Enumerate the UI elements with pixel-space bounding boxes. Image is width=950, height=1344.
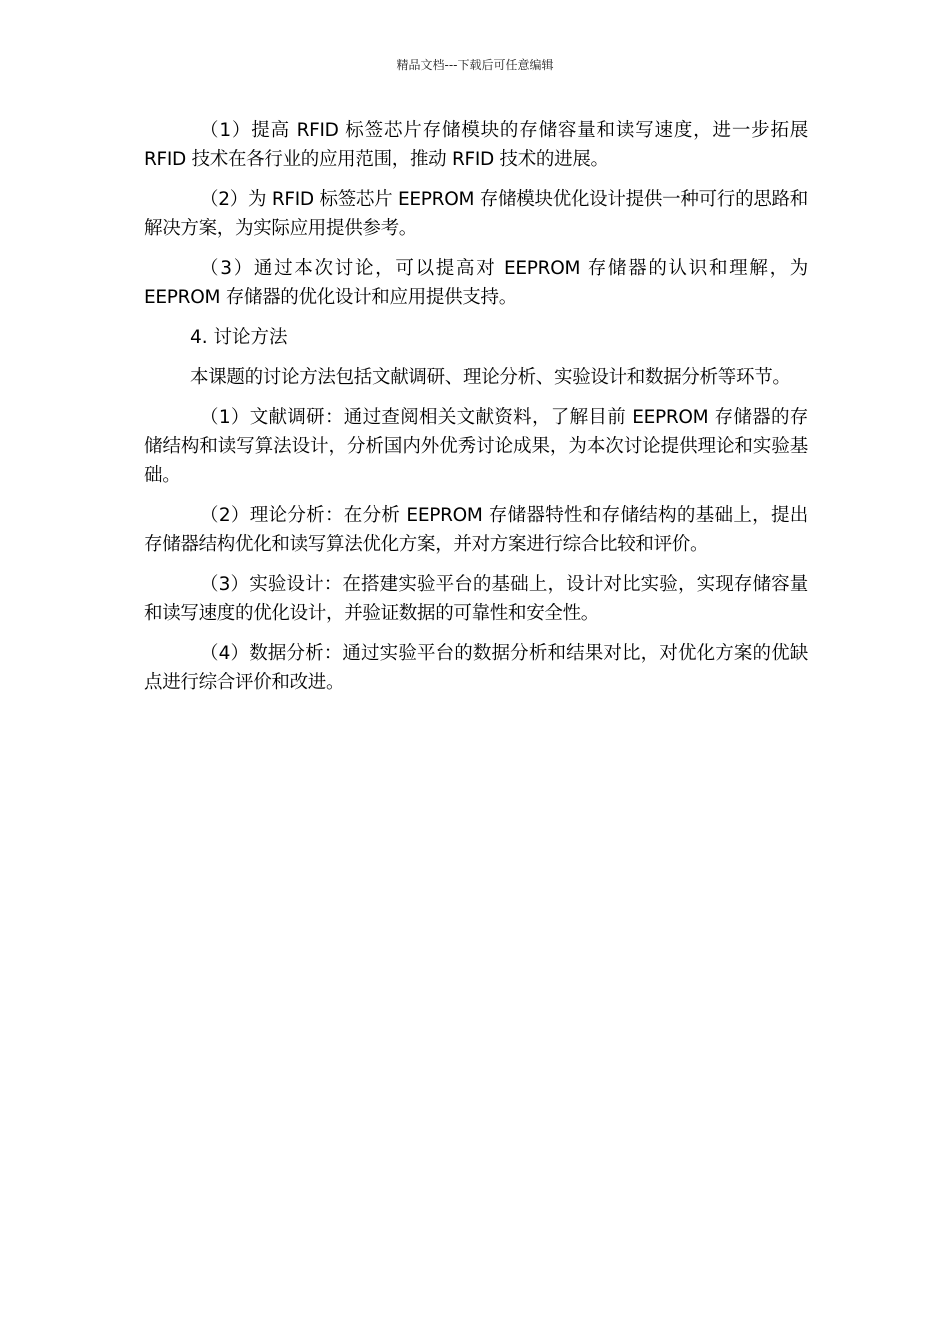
paragraph-method-experiment: （3）实验设计：在搭建实验平台的基础上，设计对比实验，实现存储容量和读写速度的优化设计，并验证数据的可靠性和安全性。 — [144, 574, 808, 624]
paragraph-method-theory: （2）理论分析：在分析 EEPROM 存储器特性和存储结构的基础上，提出存储器结构优化和读写算法优化方案，并对方案进行综合比较和评价。 — [144, 505, 808, 555]
document-body — [144, 116, 808, 708]
page-header: 精品文档---下载后可任意编辑 — [396, 58, 554, 72]
paragraph-goal-2: （2）为 RFID 标签芯片 EEPROM 存储模块优化设计提供一种可行的思路和解决方案，为实际应用提供参考。 — [144, 189, 808, 239]
paragraph-method-data-analysis: （4）数据分析：通过实验平台的数据分析和结果对比，对优化方案的优缺点进行综合评价和改进。 — [144, 643, 808, 693]
paragraph-method-literature: （1）文献调研：通过查阅相关文献资料，了解目前 EEPROM 存储器的存储结构和读写算法设计，分析国内外优秀讨论成果，为本次讨论提供理论和实验基础。 — [144, 407, 808, 486]
paragraph-goal-1: （1）提高 RFID 标签芯片存储模块的存储容量和读写速度，进一步拓展 RFID 技术在各行业的应用范围，推动 RFID 技术的进展。 — [144, 120, 808, 170]
section-heading-methods: 4. 讨论方法 — [190, 327, 288, 348]
paragraph-methods-intro: 本课题的讨论方法包括文献调研、理论分析、实验设计和数据分析等环节。 — [190, 367, 791, 388]
paragraph-goal-3: （3）通过本次讨论，可以提高对 EEPROM 存储器的认识和理解，为 EEPROM 存储器的优化设计和应用提供支持。 — [144, 258, 808, 308]
